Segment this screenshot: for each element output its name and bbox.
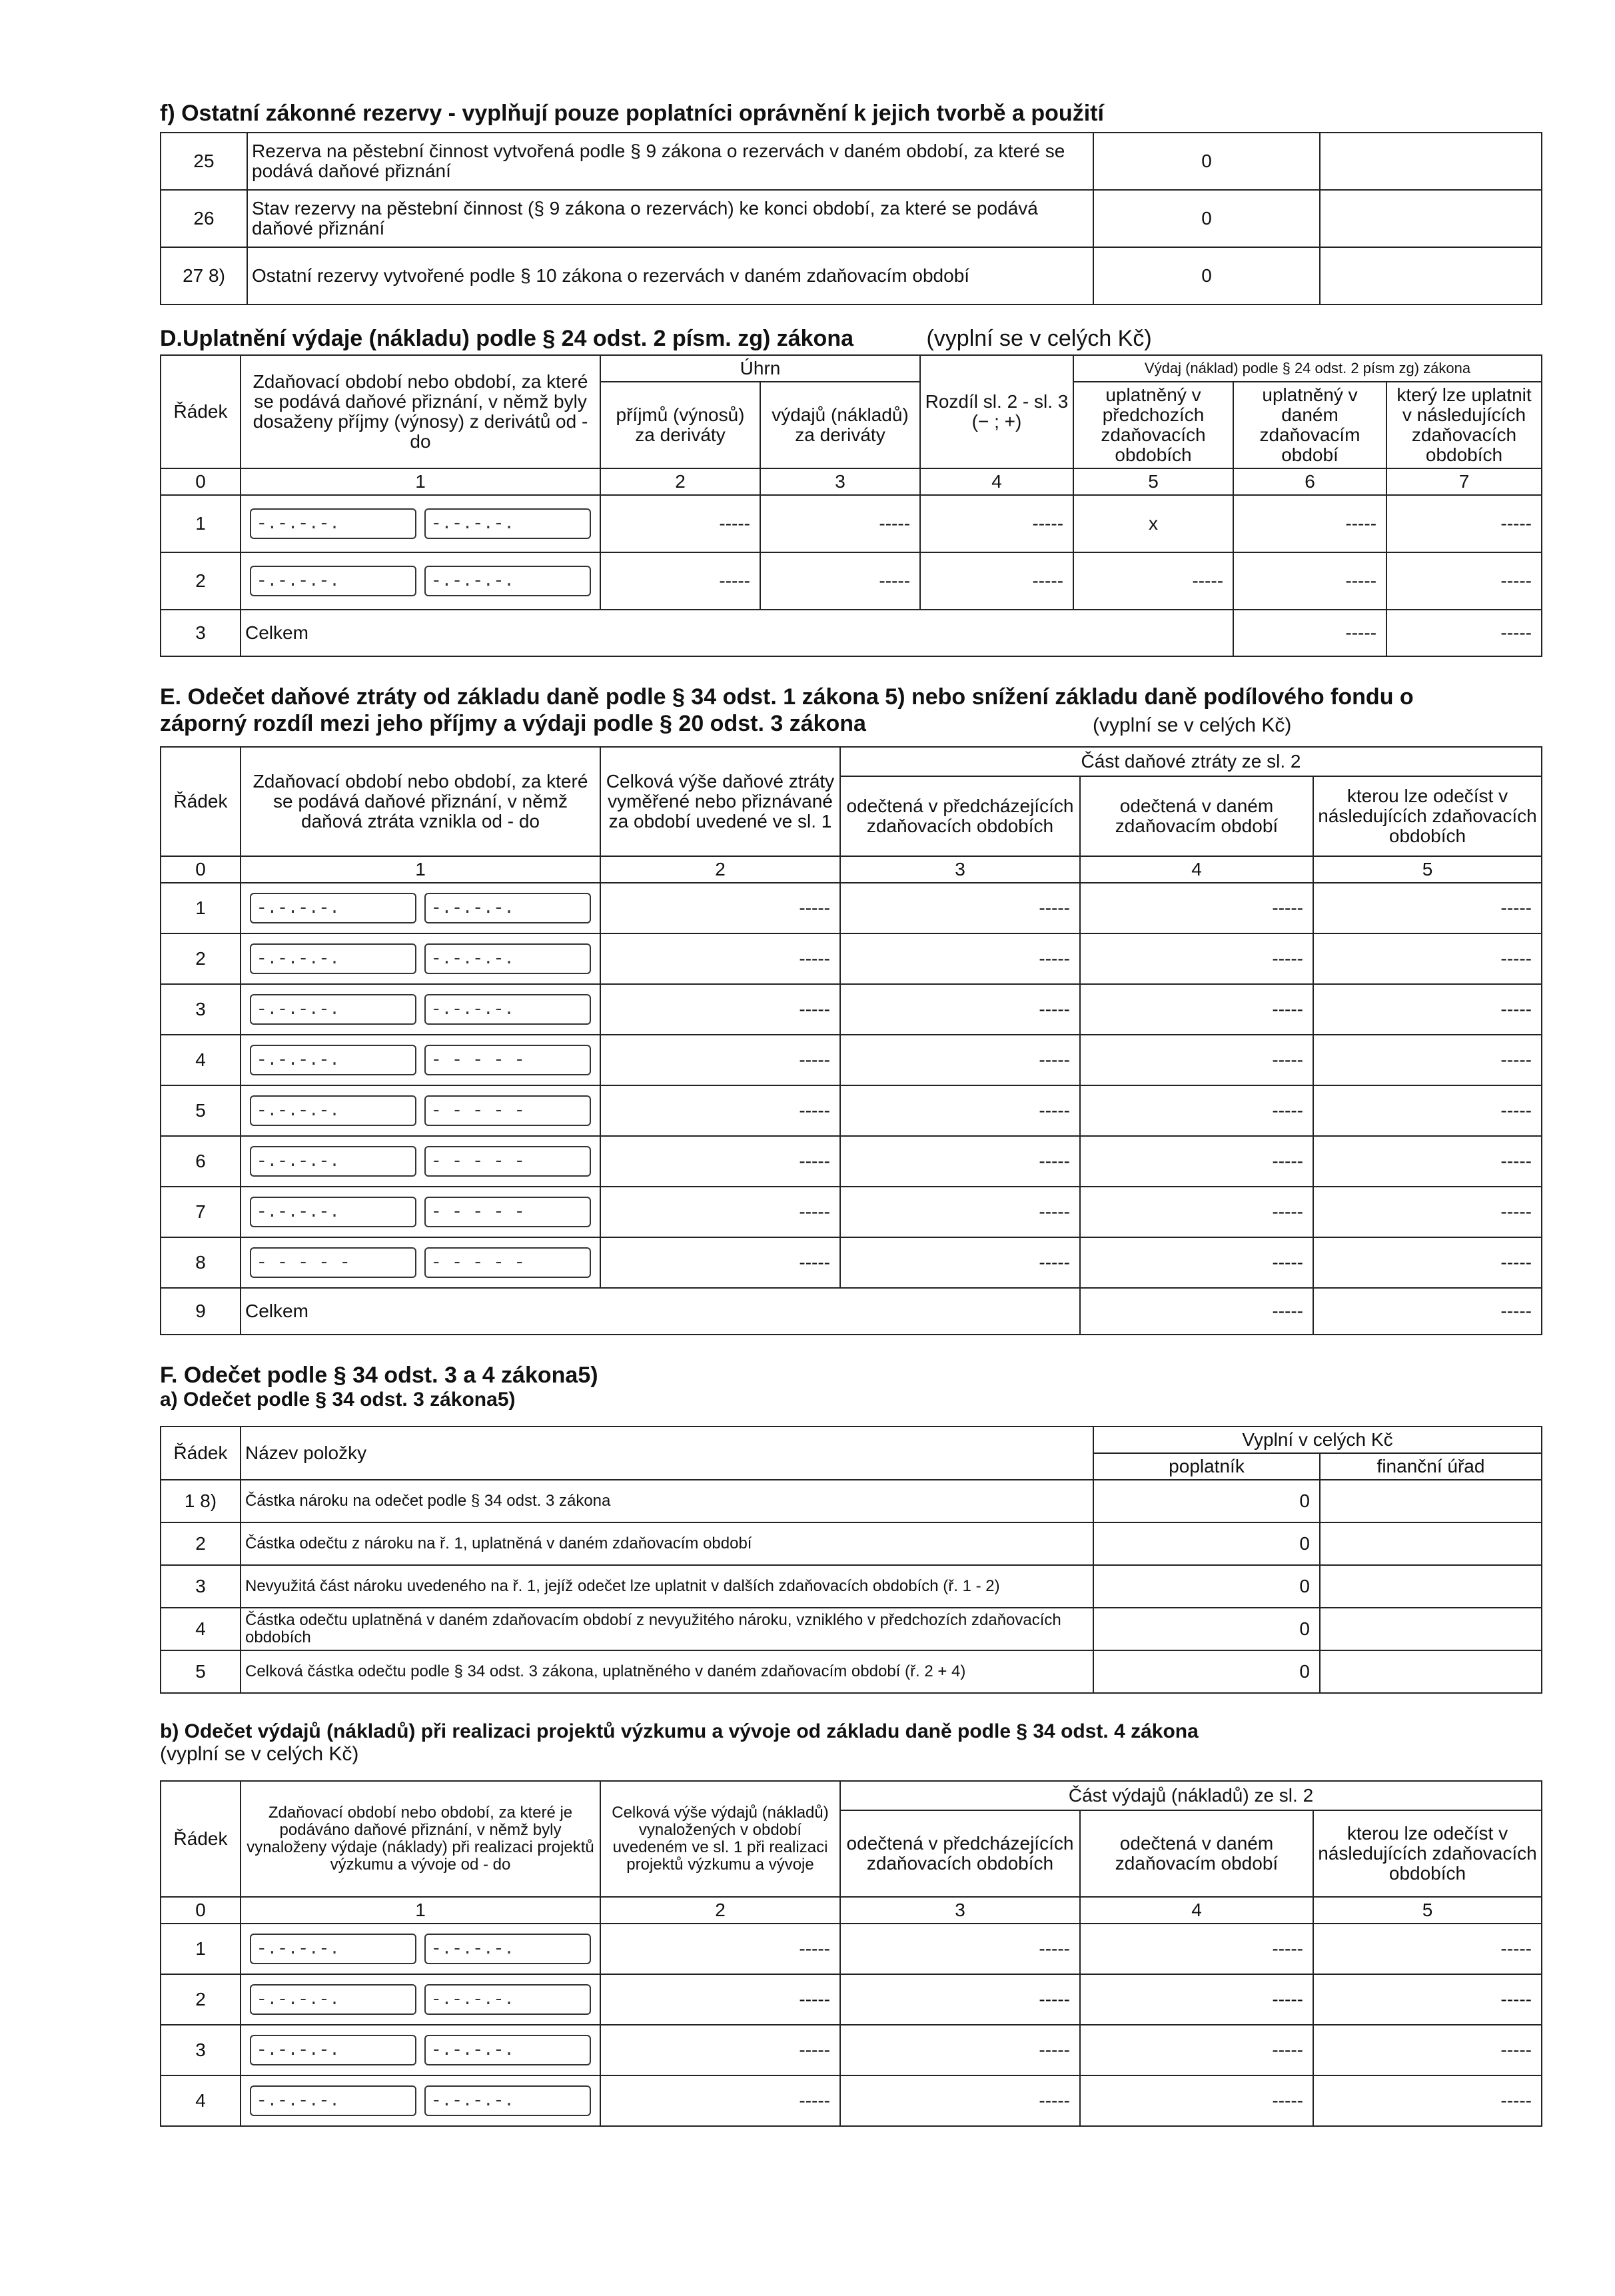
amount-field[interactable]: ----- [1080,1187,1313,1237]
period-from-field[interactable]: -.-.-.-. [250,994,416,1025]
amount-field[interactable]: ----- [840,984,1080,1035]
row-number: 1 [161,495,241,552]
row-number: 3 [161,1565,241,1608]
amount-field[interactable]: ----- [1386,495,1542,552]
d-period-cell [241,552,600,610]
amount-field[interactable]: ----- [1313,1974,1542,2025]
amount-field[interactable]: ----- [840,1187,1080,1237]
e-head-radek: Řádek [161,747,241,856]
table-row [161,1136,1542,1187]
total-row [161,610,1542,656]
d-col-number: 1 [241,468,600,495]
amount-field[interactable]: ----- [920,495,1073,552]
fb-head-radek: Řádek [161,1781,241,1897]
amount-field[interactable]: ----- [1313,933,1542,984]
fb-period-cell [241,2075,600,2126]
amount-field[interactable]: ----- [1313,1237,1542,1288]
row-number: 4 [161,1035,241,1085]
section-fa-table [160,1426,1542,1694]
table-row [161,1608,1542,1650]
d-col-number: 4 [920,468,1073,495]
period-to-field[interactable]: -.-.-.-. [424,508,591,539]
amount-field[interactable]: ----- [1080,1288,1313,1335]
d-head-col4: Rozdíl sl. 2 - sl. 3 (− ; +) [920,355,1073,468]
value-field[interactable]: 0 [1093,1565,1320,1608]
amount-field[interactable]: ----- [1080,1237,1313,1288]
value-field[interactable]: 0 [1093,190,1320,247]
fb-col-number: 2 [600,1897,840,1924]
period-from-field[interactable]: -.-.-.-. [250,508,416,539]
fa-head-radek: Řádek [161,1427,241,1480]
amount-field[interactable]: ----- [600,2075,840,2126]
row-number: 2 [161,933,241,984]
period-from-field[interactable]: -.-.-.-. [250,893,416,923]
period-to-field[interactable]: -.-.-.-. [424,994,591,1025]
amount-field[interactable]: ----- [1313,2075,1542,2126]
row-number: 7 [161,1187,241,1237]
row-number: 5 [161,1650,241,1693]
d-head-col5: uplatněný v předchozích zdaňovacích obdobích [1073,382,1233,468]
office-field[interactable] [1320,133,1542,190]
fb-head-col5: kterou lze odečíst v následujících zdaňovacích obdobích [1313,1810,1542,1897]
total-row [161,1288,1542,1335]
amount-field[interactable]: ----- [840,1924,1080,1974]
section-fa-title: F. Odečet podle § 34 odst. 3 a 4 zákona5) [160,1363,598,1388]
value-field[interactable]: 0 [1093,1608,1320,1650]
fb-col-number: 4 [1080,1897,1313,1924]
e-head-col2: Celková výše daňové ztráty vyměřené nebo přiznávané za období uvedené ve sl. 1 [600,747,840,856]
d-col-number: 3 [760,468,920,495]
amount-field[interactable]: ----- [600,1974,840,2025]
d-head-uhrn: Úhrn [600,355,920,382]
amount-field[interactable]: ----- [1233,610,1386,656]
period-from-field[interactable]: -.-.-.-. [250,566,416,596]
d-head-col2: příjmů (výnosů) za deriváty [600,382,760,468]
table-row [161,1237,1542,1288]
value-field[interactable]: 0 [1093,133,1320,190]
office-field[interactable] [1320,247,1542,304]
amount-field[interactable]: ----- [1313,1035,1542,1085]
section-fb-note: (vyplní se v celých Kč) [160,1743,359,1765]
row-number: 6 [161,1136,241,1187]
amount-field[interactable]: ----- [600,883,840,933]
amount-field[interactable]: ----- [1080,883,1313,933]
amount-field[interactable]: ----- [600,1187,840,1237]
period-to-field[interactable]: -.-.-.-. [424,893,591,923]
d-head-col1: Zdaňovací období nebo období, za které se podává daňové přiznání, v němž byly dosaženy příjmy (výnosy) z derivátů od - do [241,355,600,468]
d-col-number: 7 [1386,468,1542,495]
table-row [161,552,1542,610]
table-row [161,2075,1542,2126]
row-number: 1 [161,883,241,933]
d-head-col3: výdajů (nákladů) za deriváty [760,382,920,468]
amount-field[interactable]: ----- [1233,552,1386,610]
total-label: Celkem [241,610,1233,656]
table-row [161,1650,1542,1693]
d-head-col7: který lze uplatnit v následujících zdaňovacích obdobích [1386,382,1542,468]
amount-field[interactable]: ----- [1313,1136,1542,1187]
amount-field[interactable]: ----- [1080,984,1313,1035]
fb-col-number: 3 [840,1897,1080,1924]
amount-field[interactable]: ----- [600,933,840,984]
row-description: Stav rezervy na pěstební činnost (§ 9 zákona o rezervách) ke konci období, za které se podává daňové přiznání [247,190,1093,247]
e-col-number: 3 [840,856,1080,883]
table-row [161,1565,1542,1608]
table-row [161,1924,1542,1974]
office-field[interactable] [1320,1608,1542,1650]
section-d-table [160,354,1542,657]
period-from-field[interactable]: -.-.-.-. [250,1146,416,1177]
amount-field[interactable]: ----- [920,552,1073,610]
amount-field[interactable]: ----- [600,1237,840,1288]
fb-period-cell [241,1974,600,2025]
amount-field[interactable]: ----- [840,1237,1080,1288]
table-row [161,1187,1542,1237]
row-number: 25 [161,133,247,190]
e-head-col3: odečtená v předcházejících zdaňovacích obdobích [840,776,1080,856]
e-period-cell [241,984,600,1035]
period-to-field[interactable]: -.-.-.-. [424,1984,591,2015]
table-row [161,1480,1542,1522]
fb-col-number: 0 [161,1897,241,1924]
row-number: 2 [161,1974,241,2025]
table-row [161,1085,1542,1136]
fb-period-cell [241,2025,600,2075]
fb-head-col1: Zdaňovací období nebo období, za které je podáváno daňové přiznání, v němž byly vynaloženy výdaje (náklady) při realizaci projektů výzkumu a vývoje od - do [241,1781,600,1897]
fb-col-number: 1 [241,1897,600,1924]
value-field[interactable]: 0 [1093,1650,1320,1693]
period-from-field[interactable]: -.-.-.-. [250,1984,416,2015]
row-number: 1 [161,1924,241,1974]
period-to-field[interactable]: -.-.-.-. [424,1934,591,1964]
section-fa-subtitle: a) Odečet podle § 34 odst. 3 zákona5) [160,1389,516,1411]
e-col-number: 1 [241,856,600,883]
office-field[interactable] [1320,190,1542,247]
section-fb-table [160,1780,1542,2127]
amount-field[interactable]: ----- [1080,1924,1313,1974]
table-row [161,190,1542,247]
section-d-title: D.Uplatnění výdaje (nákladu) podle § 24 odst. 2 písm. zg) zákona [160,326,854,351]
amount-field[interactable]: ----- [760,495,920,552]
period-from-field[interactable]: -.-.-.-. [250,1045,416,1075]
amount-field[interactable]: ----- [600,1085,840,1136]
d-col-number: 2 [600,468,760,495]
amount-field[interactable]: ----- [1080,2025,1313,2075]
d-head-vydaj: Výdaj (náklad) podle § 24 odst. 2 písm zg) zákona [1073,355,1542,382]
period-to-field[interactable]: - - - - - [424,1095,591,1126]
period-to-field[interactable]: -.-.-.-. [424,943,591,974]
e-col-number: 5 [1313,856,1542,883]
table-row [161,2025,1542,2075]
fb-col-number: 5 [1313,1897,1542,1924]
d-col-number: 5 [1073,468,1233,495]
office-field[interactable] [1320,1565,1542,1608]
row-number: 1 8) [161,1480,241,1522]
value-field[interactable]: 0 [1093,247,1320,304]
office-field[interactable] [1320,1650,1542,1693]
row-description: Rezerva na pěstební činnost vytvořená podle § 9 zákona o rezervách v daném období, za které se podává daňové přiznání [247,133,1093,190]
e-period-cell [241,883,600,933]
period-from-field[interactable]: -.-.-.-. [250,1095,416,1126]
amount-field[interactable]: ----- [600,984,840,1035]
fb-head-col3: odečtená v předcházejících zdaňovacích obdobích [840,1810,1080,1897]
amount-field[interactable]: ----- [840,2075,1080,2126]
period-from-field[interactable]: -.-.-.-. [250,1934,416,1964]
amount-field[interactable]: ----- [600,1924,840,1974]
row-number: 4 [161,2075,241,2126]
row-number: 3 [161,610,241,656]
e-col-number: 0 [161,856,241,883]
amount-field[interactable]: ----- [1313,1924,1542,1974]
table-row [161,247,1542,304]
e-period-cell [241,1085,600,1136]
amount-field[interactable]: ----- [840,2025,1080,2075]
fa-head-poplatnik: poplatník [1093,1453,1320,1480]
table-row [161,1035,1542,1085]
table-row [161,933,1542,984]
d-col-number: 0 [161,468,241,495]
period-from-field[interactable]: -.-.-.-. [250,1197,416,1227]
amount-field[interactable]: ----- [1080,1136,1313,1187]
amount-field[interactable]: ----- [600,2025,840,2075]
amount-field[interactable]: ----- [600,1035,840,1085]
row-description: Nevyužitá část nároku uvedeného na ř. 1, jejíž odečet lze uplatnit v dalších zdaňovacích obdobích (ř. 1 - 2) [241,1565,1093,1608]
row-number: 5 [161,1085,241,1136]
amount-field[interactable]: ----- [1386,552,1542,610]
d-head-col6: uplatněný v daném zdaňovacím období [1233,382,1386,468]
amount-field[interactable]: ----- [1073,552,1233,610]
amount-field[interactable]: ----- [600,552,760,610]
amount-field[interactable]: ----- [1313,1187,1542,1237]
row-number: 4 [161,1608,241,1650]
amount-field[interactable]: ----- [1313,984,1542,1035]
period-to-field[interactable]: -.-.-.-. [424,2035,591,2065]
amount-field[interactable]: ----- [1080,2075,1313,2126]
period-to-field[interactable]: - - - - - [424,1197,591,1227]
row-description: Částka nároku na odečet podle § 34 odst. 3 zákona [241,1480,1093,1522]
e-period-cell [241,1237,600,1288]
table-row [161,1974,1542,2025]
period-to-field[interactable]: - - - - - [424,1146,591,1177]
period-to-field[interactable]: - - - - - [424,1045,591,1075]
d-period-cell [241,495,600,552]
row-number: 3 [161,984,241,1035]
e-period-cell [241,1136,600,1187]
amount-field[interactable]: ----- [1313,2025,1542,2075]
amount-field[interactable]: ----- [1080,1035,1313,1085]
row-number: 3 [161,2025,241,2075]
period-from-field[interactable]: -.-.-.-. [250,2085,416,2116]
row-number: 27 8) [161,247,247,304]
e-period-cell [241,933,600,984]
value-field[interactable]: 0 [1093,1480,1320,1522]
total-label: Celkem [241,1288,1080,1335]
fb-head-col4: odečtená v daném zdaňovacím období [1080,1810,1313,1897]
table-row [161,1522,1542,1565]
amount-field[interactable]: ----- [1313,1085,1542,1136]
table-row [161,984,1542,1035]
row-number: 2 [161,1522,241,1565]
row-description: Celková částka odečtu podle § 34 odst. 3 zákona, uplatněného v daném zdaňovacím období (ř. 2 + 4) [241,1650,1093,1693]
section-d-heading [160,325,1542,352]
table-row [161,883,1542,933]
e-head-col5: kterou lze odečíst v následujících zdaňovacích obdobích [1313,776,1542,856]
row-number: 2 [161,552,241,610]
amount-field[interactable]: ----- [840,933,1080,984]
tax-form-page [160,100,1542,2127]
office-field[interactable] [1320,1480,1542,1522]
fa-head-nazev: Název položky [241,1427,1093,1480]
row-number: 26 [161,190,247,247]
fb-period-cell [241,1924,600,1974]
e-head-col4: odečtená v daném zdaňovacím období [1080,776,1313,856]
amount-field[interactable]: ----- [1080,933,1313,984]
amount-field[interactable]: ----- [1313,1288,1542,1335]
amount-field[interactable]: ----- [840,1035,1080,1085]
table-row [161,495,1542,552]
section-e-note: (vyplní se v celých Kč) [1093,714,1292,736]
amount-field[interactable]: ----- [840,1136,1080,1187]
table-row [161,133,1542,190]
section-e-table [160,746,1542,1335]
e-head-cast: Část daňové ztráty ze sl. 2 [840,747,1542,776]
value-field[interactable]: 0 [1093,1522,1320,1565]
e-col-number: 2 [600,856,840,883]
period-from-field[interactable]: -.-.-.-. [250,943,416,974]
amount-field[interactable]: ----- [840,883,1080,933]
period-from-field[interactable]: -.-.-.-. [250,2035,416,2065]
section-fb-title: b) Odečet výdajů (nákladů) při realizaci projektů výzkumu a vývoje od základu daně podle § 34 odst. 4 zákona [160,1720,1199,1742]
amount-field[interactable]: ----- [1080,1085,1313,1136]
period-to-field[interactable]: -.-.-.-. [424,2085,591,2116]
e-period-cell [241,1187,600,1237]
fb-head-col2: Celková výše výdajů (nákladů) vynaložených v období uvedeném ve sl. 1 při realizaci projektů výzkumu a vývoje [600,1781,840,1897]
d-col-number: 6 [1233,468,1386,495]
period-from-field[interactable]: - - - - - [250,1247,416,1278]
amount-field[interactable]: ----- [600,495,760,552]
d-head-radek: Řádek [161,355,241,468]
office-field[interactable] [1320,1522,1542,1565]
amount-field[interactable]: ----- [840,1085,1080,1136]
section-d-note: (vyplní se v celých Kč) [926,326,1152,351]
row-description: Ostatní rezervy vytvořené podle § 10 zákona o rezervách v daném zdaňovacím období [247,247,1093,304]
amount-field[interactable]: ----- [1313,883,1542,933]
row-description: Částka odečtu uplatněná v daném zdaňovacím období z nevyužitého nároku, vzniklého v předchozích zdaňovacích obdobích [241,1608,1093,1650]
e-period-cell [241,1035,600,1085]
fa-head-vyplni: Vyplní v celých Kč [1093,1427,1542,1453]
amount-field[interactable]: ----- [1233,495,1386,552]
fb-head-cast: Část výdajů (nákladů) ze sl. 2 [840,1781,1542,1810]
period-to-field[interactable]: - - - - - [424,1247,591,1278]
amount-field[interactable]: x [1073,495,1233,552]
section-f-table [160,132,1542,305]
amount-field[interactable]: ----- [760,552,920,610]
period-to-field[interactable]: -.-.-.-. [424,566,591,596]
e-head-col1: Zdaňovací období nebo období, za které se podává daňové přiznání, v němž daňová ztráta vznikla od - do [241,747,600,856]
fa-head-urad: finanční úřad [1320,1453,1542,1480]
row-number: 8 [161,1237,241,1288]
amount-field[interactable]: ----- [1386,610,1542,656]
row-description: Částka odečtu z nároku na ř. 1, uplatněná v daném zdaňovacím období [241,1522,1093,1565]
amount-field[interactable]: ----- [600,1136,840,1187]
amount-field[interactable]: ----- [1080,1974,1313,2025]
row-number: 9 [161,1288,241,1335]
e-col-number: 4 [1080,856,1313,883]
amount-field[interactable]: ----- [840,1974,1080,2025]
section-f-title: f) Ostatní zákonné rezervy - vyplňují pouze poplatníci oprávnění k jejich tvorbě a použití [160,101,1104,126]
section-e-title: E. Odečet daňové ztráty od základu daně podle § 34 odst. 1 zákona 5) nebo snížení základu daně podílového fondu o záporný rozdíl mezi jeho příjmy a výdaji podle § 20 odst. 3 zákona [160,684,1414,736]
